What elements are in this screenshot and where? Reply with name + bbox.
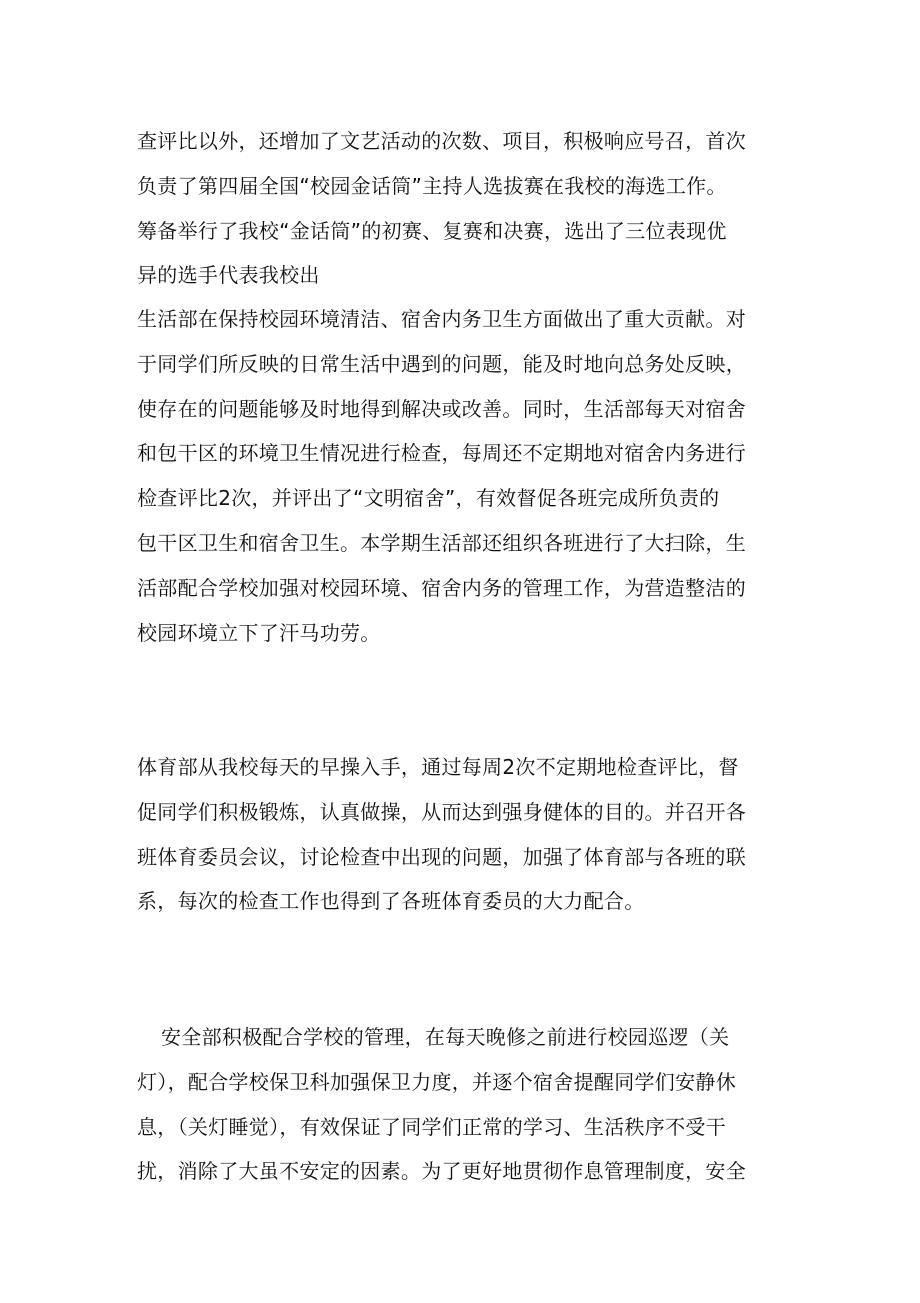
text-line: 促同学们积极锻炼，认真做操，从而达到强身健体的目的。并召开各 xyxy=(137,799,746,824)
text-line: 息，（关灯睡觉），有效保证了同学们正常的学习、生活秩序不受干 xyxy=(137,1114,726,1139)
text-line: 于同学们所反映的日常生活中遇到的问题，能及时地向总务处反映， xyxy=(137,351,746,376)
text-line: 系，每次的检查工作也得到了各班体育委员的大力配合。 xyxy=(137,889,645,914)
text-line: 班体育委员会议，讨论检查中出现的问题，加强了体育部与各班的联 xyxy=(137,844,746,869)
text-line: 使存在的问题能够及时地得到解决或改善。同时，生活部每天对宿舍 xyxy=(137,396,746,421)
text-line: 异的选手代表我校出 xyxy=(137,263,320,288)
text-line: 安全部积极配合学校的管理，在每天晚修之前进行校园巡逻（关 xyxy=(161,1025,730,1049)
text-line: 负责了第四届全国“校园金话筒”主持人选拔赛在我校的海选工作。 xyxy=(137,173,727,198)
text-line: 生活部在保持校园环境清洁、宿舍内务卫生方面做出了重大贡献。对 xyxy=(137,307,746,331)
text-line: 查评比以外，还增加了文艺活动的次数、项目，积极响应号召，首次 xyxy=(137,129,746,153)
text-line: 包干区卫生和宿舍卫生。本学期生活部还组织各班进行了大扫除，生 xyxy=(137,530,746,555)
text-line: 扰，消除了大虽不安定的因素。为了更好地贯彻作息管理制度，安全 xyxy=(137,1159,746,1184)
text-line: 和包干区的环境卫生情况进行检查，每周还不定期地对宿舍内务进行 xyxy=(137,441,746,466)
paragraph-arts-department xyxy=(137,119,787,298)
text-line: 校园环境立下了汗马功劳。 xyxy=(137,620,381,645)
text-line: 灯），配合学校保卫科加强保卫力度，并逐个宿舍提醒同学们安静休 xyxy=(137,1069,736,1094)
text-line: 筹备举行了我校“金话筒”的初赛、复赛和决赛，选出了三位表现优 xyxy=(137,218,727,243)
text-line: 体育部从我校每天的早操入手，通过每周2次不定期地检查评比，督 xyxy=(137,755,739,779)
paragraph-sports-department xyxy=(137,745,787,924)
text-line: 检查评比2次，并评出了“文明宿舍”，有效督促各班完成所负责的 xyxy=(137,486,720,511)
paragraph-safety-department xyxy=(137,1015,787,1194)
paragraph-life-department xyxy=(137,297,787,655)
text-line: 活部配合学校加强对校园环境、宿舍内务的管理工作，为营造整洁的 xyxy=(137,575,746,600)
